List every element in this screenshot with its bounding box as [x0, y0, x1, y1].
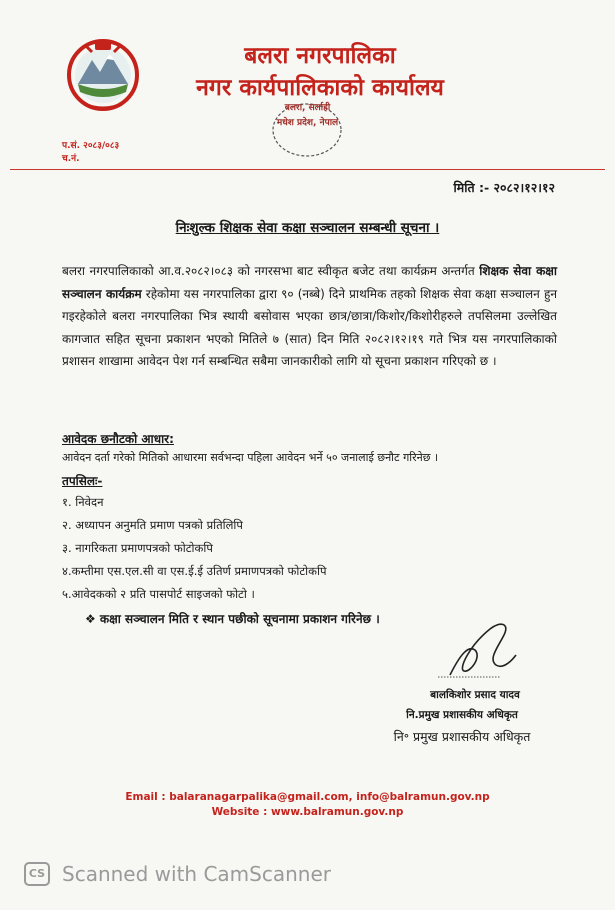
org-name: बलरा नगरपालिका: [244, 43, 396, 69]
header-divider: [10, 169, 605, 170]
footer-website: Website : www.balramun.gov.np: [211, 806, 404, 818]
camscanner-logo-text: CS: [24, 862, 50, 886]
selection-colon: :: [169, 432, 174, 446]
handwritten-title: नि॰ प्रमुख प्रशासकीय अधिकृत: [393, 729, 531, 744]
schedule-note: ❖ कक्षा सञ्चालन मिति र स्थान पछीको सूचनामा प्रकाशन गरिनेछ ।: [85, 612, 380, 626]
list-item: ५.आवेदकको २ प्रति पासपोर्ट साइजको फोटो ।: [62, 587, 255, 601]
signatory-title: नि.प्रमुख प्रशासकीय अधिकृत: [406, 709, 518, 721]
body-part-1: बलरा नगरपालिकाको आ.व.२०८२।०८३ को नगरसभा बाट स्वीकृत बजेट तथा कार्यक्रम अन्तर्गत: [62, 264, 480, 278]
stamp-line-1: बलरा, सर्लाही: [284, 103, 331, 113]
selection-heading-text: आवेदक छनौटको आधार: [62, 432, 170, 446]
list-item: ३. नागरिकता प्रमाणपत्रको फोटोकपि: [62, 541, 213, 555]
office-name: नगर कार्यपालिकाको कार्यालय: [196, 75, 444, 101]
date-line: मिति :- २०८२।१२।१२: [453, 180, 555, 195]
dispatch-number: च.नं.: [62, 154, 80, 164]
nepal-emblem-icon: [62, 32, 144, 114]
ref-number: प.सं. २०८३/०८३: [62, 141, 120, 151]
office-stamp: [255, 98, 360, 158]
notice-heading: निःशुल्क शिक्षक सेवा कक्षा सञ्चालन सम्बन्धी सूचना ।: [175, 220, 440, 236]
signature-icon: [430, 615, 525, 685]
signatory-name: बालकिशोर प्रसाद यादव: [430, 689, 520, 701]
camscanner-logo-icon: [24, 862, 54, 888]
details-heading: तपसिलः-: [62, 474, 103, 488]
selection-heading: [62, 430, 174, 447]
notice-body: [62, 260, 557, 373]
camscanner-watermark: Scanned with CamScanner: [62, 862, 331, 886]
list-item: ४.कम्तीमा एस.एल.सी वा एस.ई.ई उतिर्ण प्रमाणपत्रको फोटोकपि: [62, 564, 327, 578]
selection-text: आवेदन दर्ता गरेको मितिको आधारमा सर्वभन्दा पहिला आवेदन भर्ने ५० जनालाई छनौट गरिनेछ ।: [62, 451, 439, 464]
list-item: २. अध्यापन अनुमति प्रमाण पत्रको प्रतिलिपि: [62, 518, 243, 532]
list-item: १. निवेदन: [62, 495, 104, 509]
footer-email: Email : balaranagarpalika@gmail.com, info@balramun.gov.np: [125, 791, 490, 803]
body-bold-text: शिक्षक सेवा कक्षा सञ्चालन कार्यक्रम: [62, 264, 557, 301]
body-part-2: रहेकोमा यस नगरपालिका द्वारा ९० (नब्बे) दिने प्राथमिक तहको शिक्षक सेवा कक्षा सञ्चालन हुन गइरहेकोले बलरा नगरपालिका भित्र स्थायी बसोवास भएका छात्र/छात्रा/किशोर/किशोरीहरुले तपसिलमा उल्लेखित कागजात सहित सूचना प्रकाशन भएको मितिले ७ (सात) दिन मिति २०८२।१२।१९ गते भित्र यस नगरपालिकाको प्रशासन शाखामा आवेदन पेश गर्न सम्बन्धित सबैमा जानकारीको लागि यो सूचना प्रकाशन गरिएको छ ।: [62, 286, 558, 368]
stamp-line-2: मधेश प्रदेश, नेपाल: [276, 118, 339, 128]
